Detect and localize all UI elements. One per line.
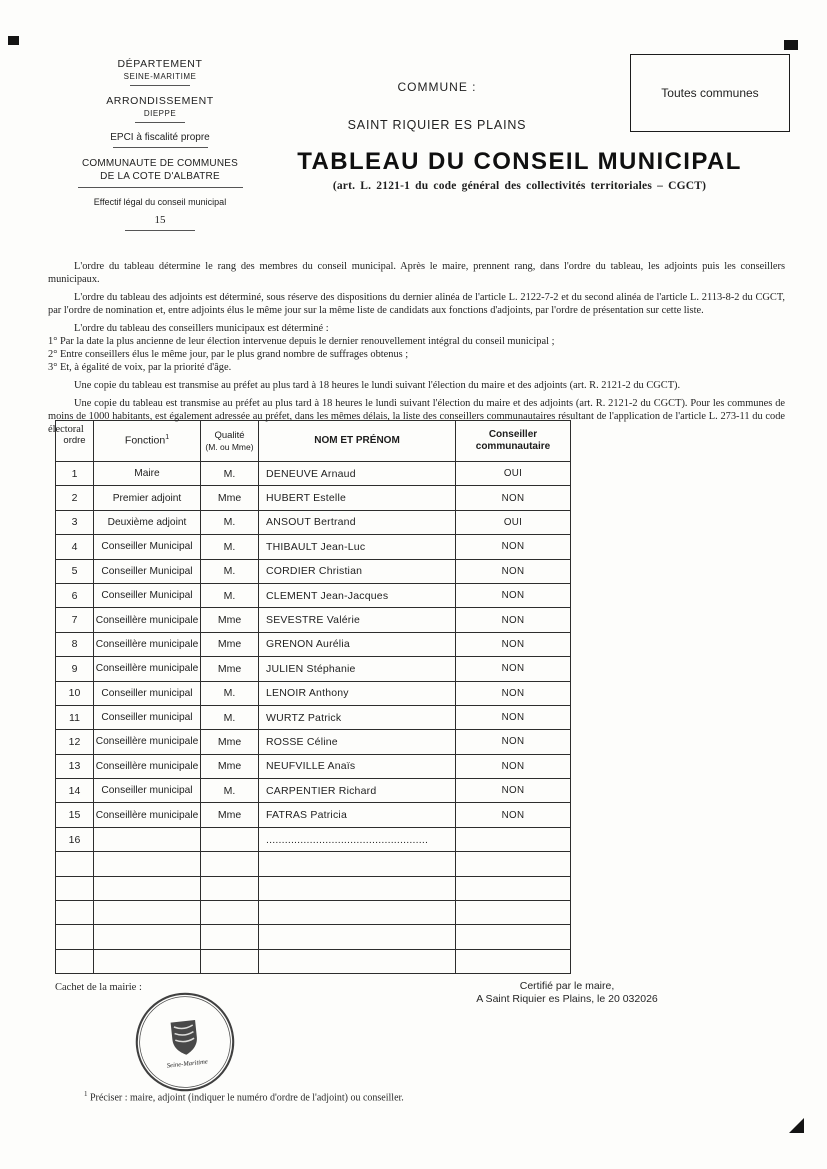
seal-banner-text: Seine-Maritime [166,1058,209,1070]
cell-ordre: 6 [56,583,94,607]
cell-nom: JULIEN Stéphanie [259,657,456,681]
cell-ordre: 11 [56,705,94,729]
cell-communautaire: NON [456,803,571,827]
cell-nom [259,949,456,973]
council-row [56,583,571,607]
cell-communautaire [456,827,571,851]
cell-qualite: Mme [201,730,259,754]
cell-qualite [201,876,259,900]
fonction-footnote-marker: 1 [165,434,170,442]
cell-nom: GRENON Aurélia [259,632,456,656]
cell-fonction: Conseiller Municipal [94,535,201,559]
cell-communautaire [456,852,571,876]
council-row [56,559,571,583]
cell-qualite: Mme [201,754,259,778]
cell-fonction: Conseillère municipale [94,754,201,778]
cell-nom: .................................................... [259,827,456,851]
certification-block [412,980,722,1006]
council-row [56,754,571,778]
cell-nom: CLEMENT Jean-Jacques [259,583,456,607]
paragraph-line: 3° Et, à égalité de voix, par la priorité d'âge. [48,362,232,373]
footnote [84,1090,404,1103]
toutes-communes-box [630,54,790,132]
header-label: NOM ET PRÉNOM [314,435,400,446]
cell-nom: FATRAS Patricia [259,803,456,827]
rule [130,85,190,86]
mairie-stamp [128,985,242,1099]
cell-qualite: M. [201,583,259,607]
cell-communautaire [456,949,571,973]
cell-qualite [201,925,259,949]
cell-fonction [94,901,201,925]
cell-communautaire: NON [456,535,571,559]
cell-qualite: M. [201,681,259,705]
cell-qualite [201,852,259,876]
cell-nom: ROSSE Céline [259,730,456,754]
cell-fonction: Conseiller Municipal [94,559,201,583]
commune-label: COMMUNE : [397,80,477,94]
header-label: ordre [63,435,86,447]
cell-nom: LENOIR Anthony [259,681,456,705]
cell-ordre [56,852,94,876]
cell-fonction [94,852,201,876]
cell-communautaire: NON [456,632,571,656]
council-empty-row [56,876,571,900]
departement-value: SEINE-MARITIME [123,72,197,81]
council-table-body [56,462,571,974]
cell-ordre: 9 [56,657,94,681]
paragraph-line: 1° Par la date la plus ancienne de leur élection intervenue depuis le dernier renouvellement intégral du conseil municipal ; [48,336,555,347]
paragraph-line: L'ordre du tableau des conseillers municipaux est déterminé : [74,323,329,334]
council-row [56,608,571,632]
cell-ordre: 2 [56,486,94,510]
paragraph [48,291,785,317]
epci-value [46,157,274,183]
cell-qualite: M. [201,779,259,803]
cell-qualite: Mme [201,608,259,632]
cell-communautaire: NON [456,779,571,803]
paragraph-line: Une copie du tableau est transmise au préfet au plus tard à 18 heures le lundi suivant l'élection du maire et des adjoints (art. R. 2121-2 du CGCT). Pour les communes de moins de 1000 habitants, est également adressée au préfet, dans les mêmes délais, la liste des conseillers communautaires résultant de l'application de l'article L. 273-11 du code électoral [48,398,785,435]
council-empty-row [56,949,571,973]
cell-fonction: Conseiller municipal [94,779,201,803]
rule [125,230,195,231]
cell-communautaire [456,876,571,900]
cell-ordre: 5 [56,559,94,583]
cell-qualite: M. [201,705,259,729]
cell-nom: SEVESTRE Valérie [259,608,456,632]
cell-qualite: Mme [201,657,259,681]
cell-ordre [56,876,94,900]
cell-fonction: Conseiller municipal [94,681,201,705]
effectif-value: 15 [154,214,166,226]
cell-nom: WURTZ Patrick [259,705,456,729]
cell-nom: CORDIER Christian [259,559,456,583]
cell-communautaire: NON [456,559,571,583]
cell-qualite: Mme [201,486,259,510]
cachet-label: Cachet de la mairie : [55,982,142,993]
cell-ordre: 1 [56,462,94,486]
epci-label: EPCI à fiscalité propre [110,132,210,143]
cell-communautaire [456,925,571,949]
cell-fonction [94,925,201,949]
header-label: Conseiller [488,429,538,440]
cell-qualite: M. [201,559,259,583]
paragraph-line: 2° Entre conseillers élus le même jour, par le plus grand nombre de suffrages obtenus ; [48,349,409,360]
cell-communautaire [456,901,571,925]
cell-qualite: Mme [201,632,259,656]
council-empty-row [56,925,571,949]
certified-line2: A Saint Riquier es Plains, le 20 032026 [476,993,658,1005]
cell-communautaire: OUI [456,510,571,534]
council-row [56,657,571,681]
header-label: (M. ou Mme) [205,441,254,452]
paragraph-line: L'ordre du tableau des adjoints est déterminé, sous réserve des dispositions du dernier alinéa de l'article L. 2122-7-2 et du second alinéa de l'article L. 2113-8-2 du CGCT, par l'ordre de nomination et, entre adjoints élus le même jour sur la même liste de candidats aux fonctions d'adjoints, par l'ordre de présentation sur cette liste. [48,292,785,316]
rule [135,122,185,123]
council-row [56,681,571,705]
cell-fonction: Conseillère municipale [94,730,201,754]
council-row [56,535,571,559]
cell-communautaire: NON [456,730,571,754]
header-nom [259,421,456,462]
council-row [56,705,571,729]
page-title: TABLEAU DU CONSEIL MUNICIPAL [297,148,742,175]
cell-communautaire: NON [456,608,571,632]
cell-qualite [201,827,259,851]
rule [113,147,208,148]
cell-ordre: 16 [56,827,94,851]
scan-corner-mark-bottom-right [789,1118,804,1133]
cell-communautaire: NON [456,681,571,705]
cell-ordre [56,949,94,973]
cell-ordre [56,901,94,925]
council-header-row [56,421,571,462]
council-empty-row [56,852,571,876]
council-row [56,510,571,534]
header-qualite [201,421,259,462]
cell-fonction: Conseillère municipale [94,803,201,827]
scan-corner-mark-top-left [8,36,19,45]
paragraph [48,322,785,374]
cell-nom [259,852,456,876]
scan-corner-mark-top-right [784,40,798,50]
cell-fonction: Conseillère municipale [94,608,201,632]
certified-line1: Certifié par le maire, [519,980,615,992]
arrondissement-label: ARRONDISSEMENT [106,95,214,107]
paragraph-line: Une copie du tableau est transmise au préfet au plus tard à 18 heures le lundi suivant l'élection du maire et des adjoints (art. R. 2121-2 du CGCT). [74,380,681,391]
cell-nom: CARPENTIER Richard [259,779,456,803]
header-label: Fonction [124,434,166,447]
cell-fonction: Conseiller municipal [94,705,201,729]
cell-qualite [201,949,259,973]
cell-fonction [94,949,201,973]
cell-communautaire: NON [456,583,571,607]
cell-nom: DENEUVE Arnaud [259,462,456,486]
arrondissement-value: DIEPPE [143,109,177,118]
cell-nom [259,876,456,900]
council-row [56,462,571,486]
cell-nom: NEUFVILLE Anaïs [259,754,456,778]
cell-communautaire: NON [456,705,571,729]
cell-nom: HUBERT Estelle [259,486,456,510]
council-row [56,803,571,827]
rule [78,187,243,188]
epci-value-line2: DE LA COTE D'ALBATRE [100,171,220,182]
council-row [56,827,571,851]
header-communautaire [456,421,571,462]
council-table [55,420,571,974]
cell-fonction: Conseillère municipale [94,657,201,681]
cell-communautaire: NON [456,754,571,778]
cell-qualite: M. [201,510,259,534]
cell-nom [259,925,456,949]
cell-nom [259,901,456,925]
mairie-stamp-seal [128,985,242,1099]
departement-label: DÉPARTEMENT [117,58,203,70]
header-fonction [94,421,201,462]
cell-fonction: Conseillère municipale [94,632,201,656]
cell-qualite: Mme [201,803,259,827]
cell-nom: ANSOUT Bertrand [259,510,456,534]
cell-fonction: Maire [94,462,201,486]
cell-fonction [94,876,201,900]
commune-name: SAINT RIQUIER ES PLAINS [347,118,527,132]
commune-block [277,80,597,132]
cell-fonction: Premier adjoint [94,486,201,510]
footnote-marker: 1 [84,1090,88,1098]
cell-communautaire: NON [456,486,571,510]
intro-paragraphs [48,260,785,441]
paragraph [48,260,785,286]
council-row [56,730,571,754]
cell-ordre: 12 [56,730,94,754]
cell-ordre: 3 [56,510,94,534]
paragraph-line: L'ordre du tableau détermine le rang des membres du conseil municipal. Après le maire, prennent rang, dans l'ordre du tableau, les adjoints puis les conseillers municipaux. [48,261,785,285]
cell-ordre: 13 [56,754,94,778]
admin-header [46,58,274,240]
cell-ordre: 4 [56,535,94,559]
effectif-label: Effectif légal du conseil municipal [93,197,227,207]
cell-ordre: 8 [56,632,94,656]
cell-fonction: Deuxième adjoint [94,510,201,534]
paragraph [48,379,785,392]
cell-communautaire: OUI [456,462,571,486]
cell-qualite [201,901,259,925]
seal-emblem-icon [171,1020,199,1056]
council-row [56,486,571,510]
header-ordre [56,421,94,462]
cell-ordre [56,925,94,949]
footnote-text: Préciser : maire, adjoint (indiquer le numéro d'ordre de l'adjoint) ou conseiller. [87,1092,404,1104]
cell-fonction [94,827,201,851]
title-block [247,148,792,192]
cell-ordre: 14 [56,779,94,803]
council-row [56,632,571,656]
cell-nom: THIBAULT Jean-Luc [259,535,456,559]
page-subtitle: (art. L. 2121-1 du code général des collectivités territoriales – CGCT) [332,180,707,192]
cell-ordre: 7 [56,608,94,632]
epci-value-line1: COMMUNAUTE DE COMMUNES [81,158,239,169]
cell-fonction: Conseiller Municipal [94,583,201,607]
council-row [56,779,571,803]
header-label: Qualité [214,430,245,442]
toutes-communes-label: Toutes communes [661,86,759,100]
header-label: communautaire [475,441,551,452]
cell-communautaire: NON [456,657,571,681]
cell-ordre: 15 [56,803,94,827]
cell-ordre: 10 [56,681,94,705]
council-empty-row [56,901,571,925]
cell-qualite: M. [201,535,259,559]
cell-qualite: M. [201,462,259,486]
